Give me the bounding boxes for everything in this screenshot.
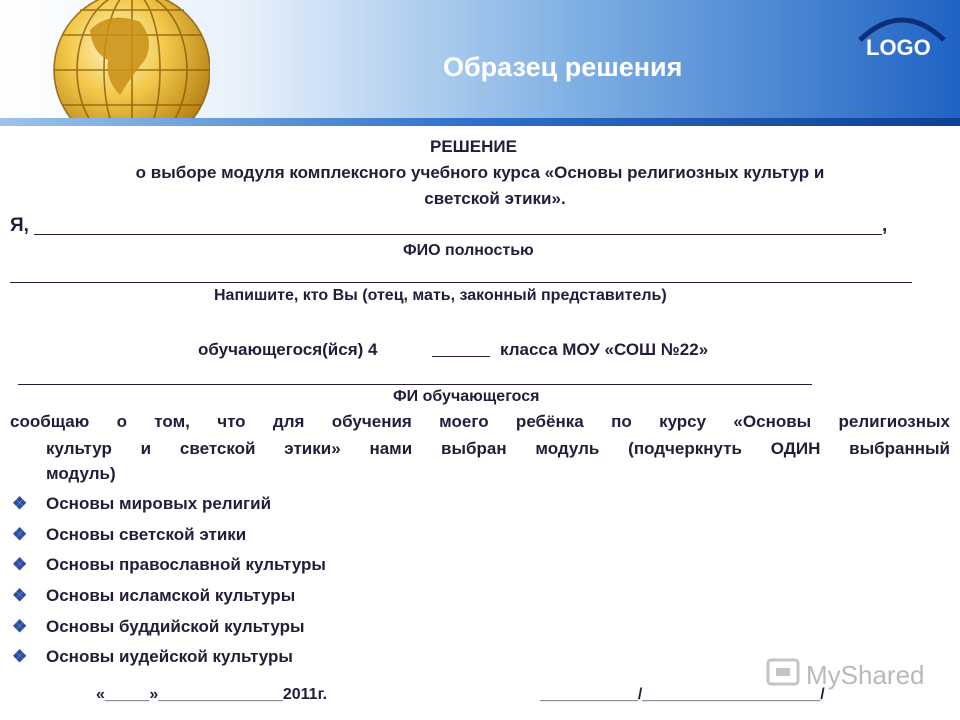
module-option[interactable] (12, 494, 271, 514)
module-label: Основы буддийской культуры (46, 617, 305, 636)
diamond-bullet-icon: ❖ (12, 555, 28, 574)
module-option[interactable] (12, 647, 293, 667)
logo: LOGO (866, 35, 931, 60)
header-divider (0, 118, 960, 126)
fi-caption: ФИ обучающегося (393, 388, 540, 405)
signature-line: ___________/____________________/ (540, 686, 825, 703)
paragraph-line-2: культур и светской этики» нами выбран модуль (подчеркнуть ОДИН выбранный (46, 439, 950, 458)
date-line: «_____»______________2011г. (96, 686, 328, 703)
module-option[interactable] (12, 525, 246, 545)
student-suffix: класса МОУ «СОШ №22» (500, 340, 709, 359)
student-name-blank-line (18, 384, 812, 385)
fio-caption: ФИО полностью (403, 242, 534, 259)
watermark-text: MyShared (806, 660, 925, 690)
diamond-bullet-icon: ❖ (12, 525, 28, 544)
document-subtitle (0, 163, 960, 183)
diamond-bullet-icon: ❖ (12, 617, 28, 636)
ya-prefix: Я, (10, 215, 29, 236)
paragraph-line-1: сообщаю о том, что для обучения моего ребёнка по курсу «Основы религиозных (10, 412, 950, 431)
document-heading: РЕШЕНИЕ (430, 137, 517, 156)
module-label: Основы исламской культуры (46, 586, 296, 605)
module-label: Основы православной культуры (46, 555, 326, 574)
globe-icon (50, 0, 210, 118)
slide-title: Образец решения (443, 52, 683, 82)
diamond-bullet-icon: ❖ (12, 494, 28, 513)
document-subtitle-2 (0, 189, 960, 209)
module-label: Основы светской этики (46, 525, 247, 544)
subtitle-line-1: о выборе модуля комплексного учебного курса «Основы религиозных культур и (135, 163, 825, 182)
class-blank-line (432, 356, 490, 357)
module-option[interactable] (12, 617, 305, 637)
parent-blank-line (10, 282, 912, 283)
paragraph-line-3: модуль) (46, 464, 116, 483)
module-label: Основы иудейской культуры (46, 647, 293, 666)
ya-suffix: , (882, 215, 888, 236)
module-option[interactable] (12, 555, 326, 575)
who-caption: Напишите, кто Вы (отец, мать, законный представитель) (214, 287, 667, 304)
module-label: Основы мировых религий (46, 494, 272, 513)
diamond-bullet-icon: ❖ (12, 586, 28, 605)
module-option[interactable] (12, 586, 295, 606)
fio-blank-line (34, 234, 882, 235)
subtitle-line-2: светской этики». (424, 189, 566, 208)
student-prefix: обучающегося(йся) 4 (198, 340, 378, 359)
diamond-bullet-icon: ❖ (12, 647, 28, 666)
